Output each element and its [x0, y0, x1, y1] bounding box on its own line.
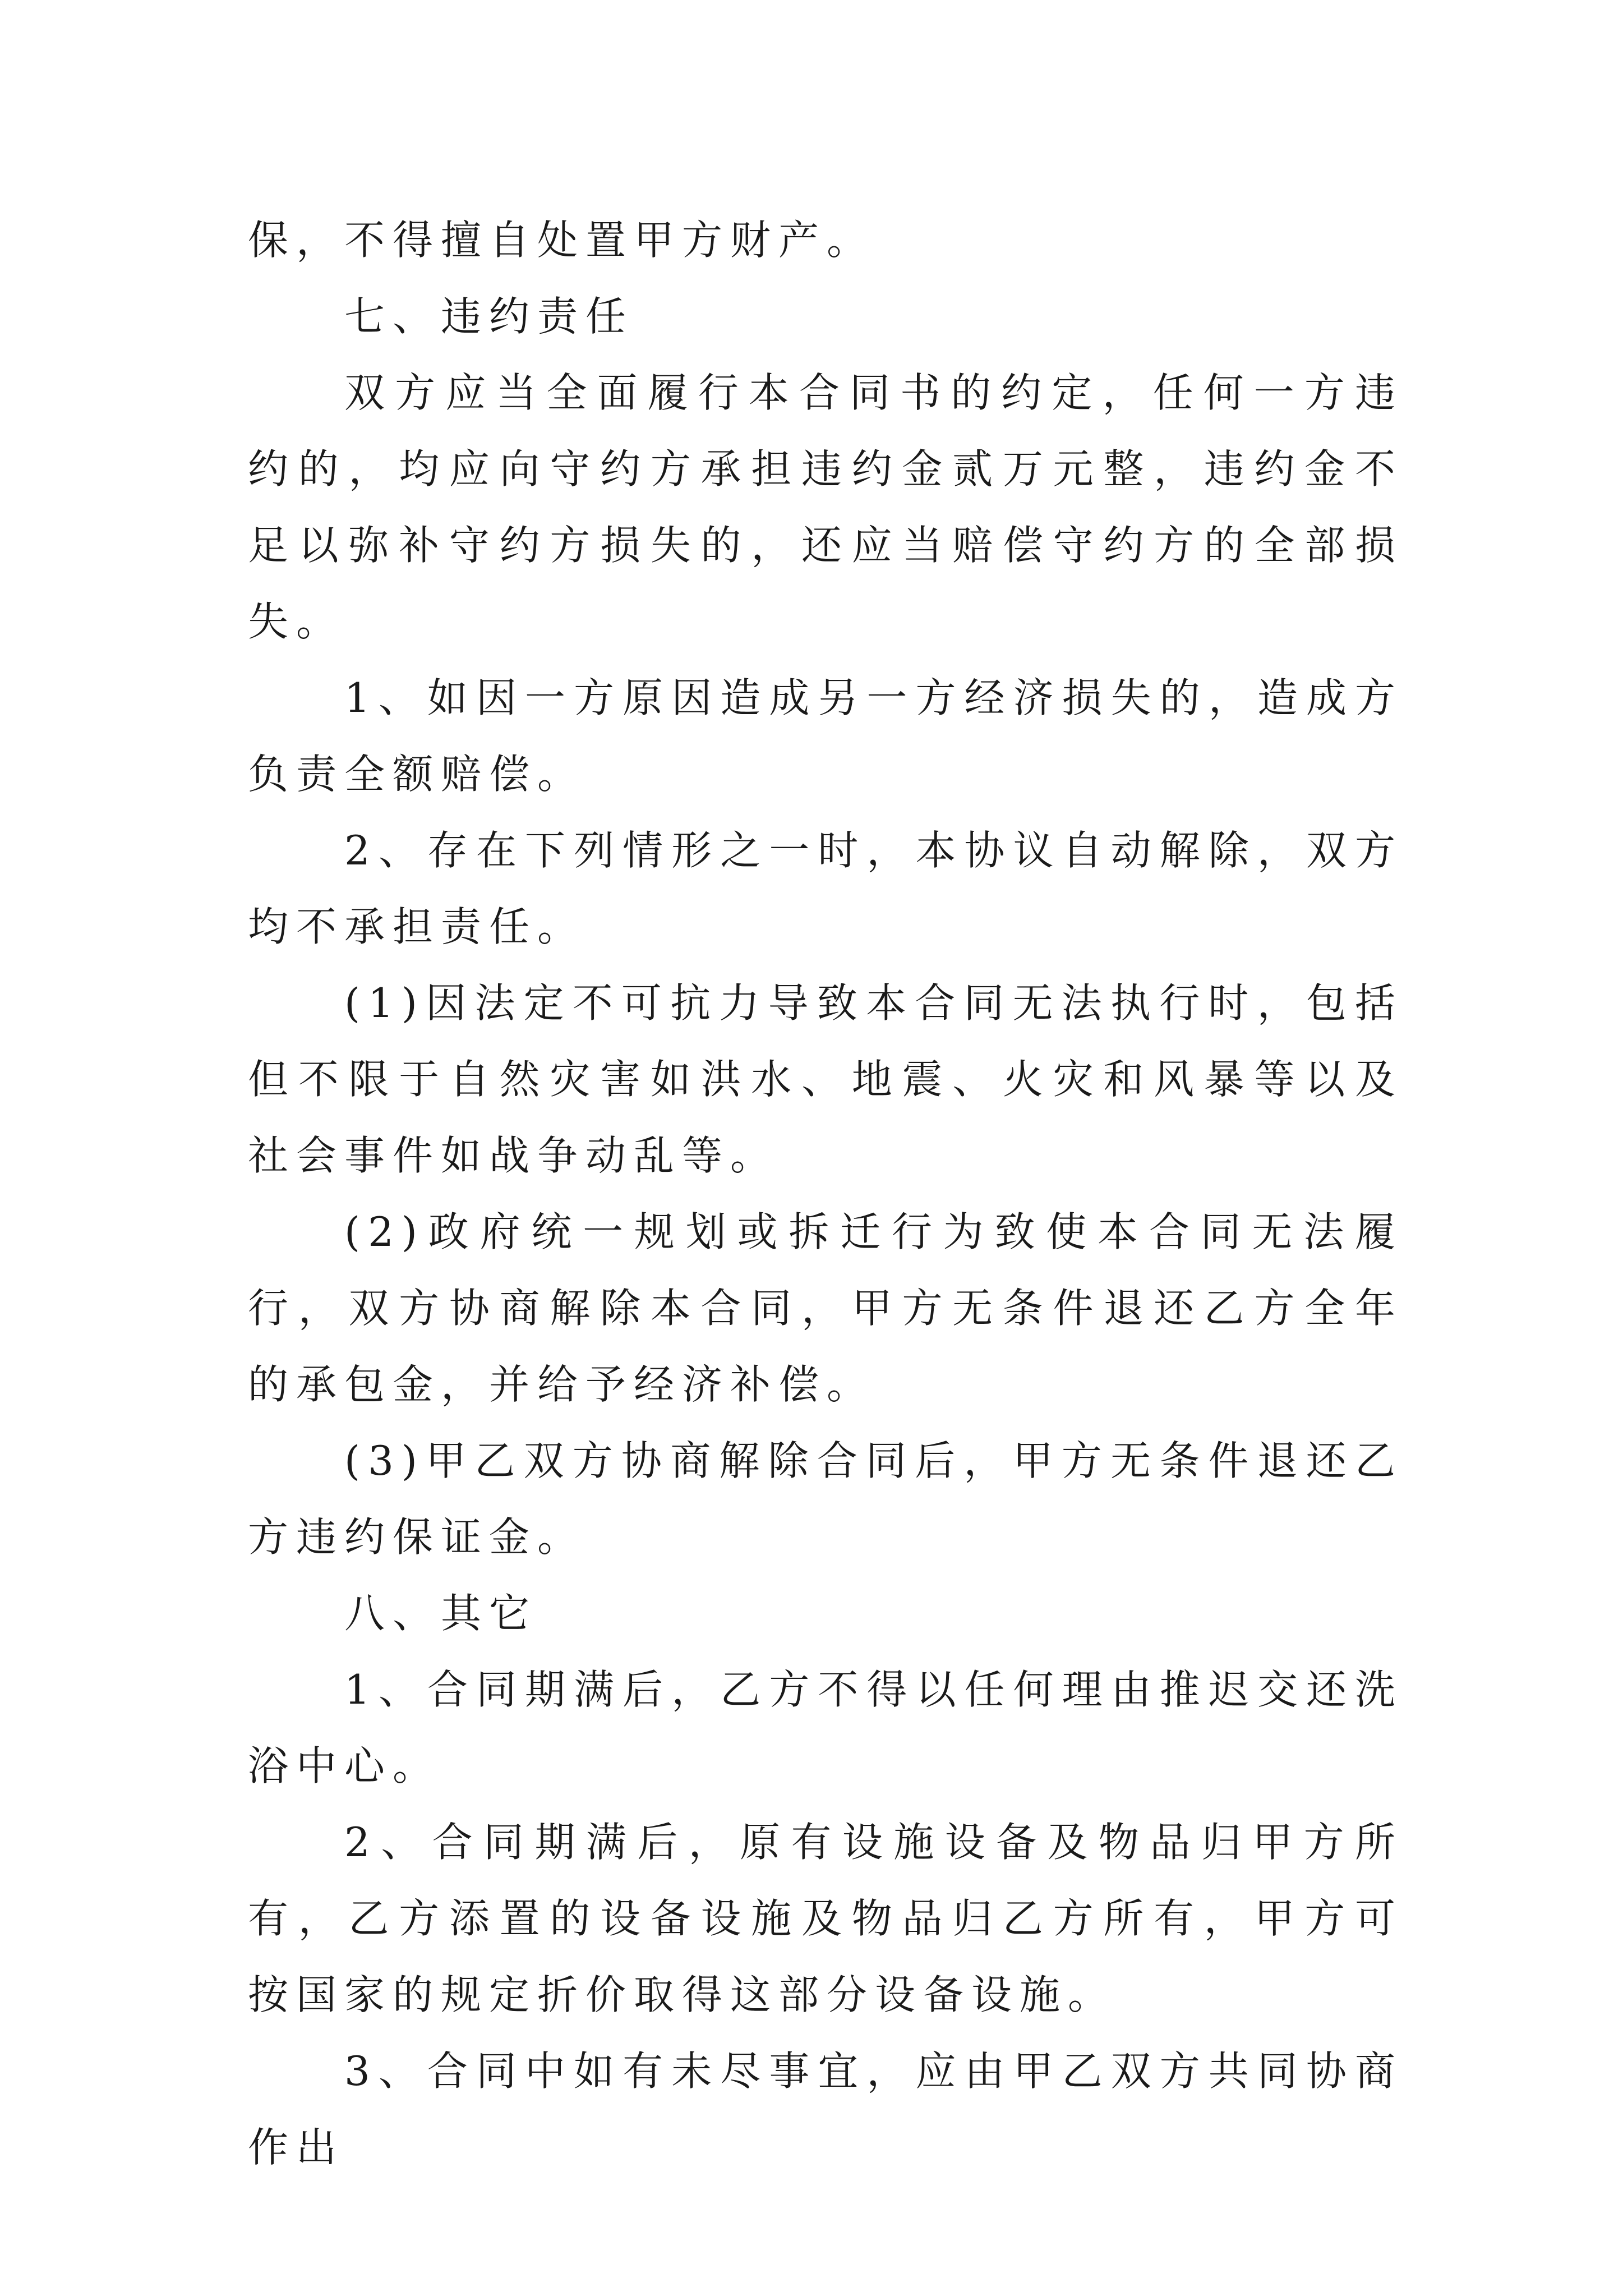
section-heading-breach-liability: 七、违约责任 — [344, 293, 634, 340]
paragraph-continuation: 保，不得擅自处置甲方财产。 — [248, 217, 875, 264]
paragraph-breach-item-2: 2、存在下列情形之一时，本协议自动解除，双方均不承担责任。 — [248, 827, 1403, 950]
section-heading-other: 八、其它 — [344, 1590, 538, 1637]
paragraph-other-item-2: 2、合同期满后，原有设施设备及物品归甲方所有，乙方添置的设备设施及物品归乙方所有，甲方可按国家的规定折价取得这部分设备设施。 — [248, 1819, 1403, 2018]
paragraph-breach-subitem-3: (3)甲乙双方协商解除合同后，甲方无条件退还乙方违约保证金。 — [248, 1437, 1403, 1561]
paragraph-breach-subitem-1: (1)因法定不可抗力导致本合同无法执行时，包括但不限于自然灾害如洪水、地震、火灾和风暴等以及社会事件如战争动乱等。 — [248, 979, 1403, 1179]
paragraph-breach-item-1: 1、如因一方原因造成另一方经济损失的，造成方负责全额赔偿。 — [248, 674, 1403, 798]
document-body — [248, 202, 1403, 2185]
paragraph-other-item-1: 1、合同期满后，乙方不得以任何理由推迟交还洗浴中心。 — [248, 1666, 1403, 1789]
paragraph-breach-subitem-2: (2)政府统一规划或拆迁行为致使本合同无法履行，双方协商解除本合同，甲方无条件退还乙方全年的承包金，并给予经济补偿。 — [248, 1208, 1403, 1408]
paragraph-breach-general: 双方应当全面履行本合同书的约定，任何一方违约的，均应向守约方承担违约金贰万元整，违约金不足以弥补守约方损失的，还应当赔偿守约方的全部损失。 — [248, 369, 1403, 645]
paragraph-other-item-3: 3、合同中如有未尽事宜，应由甲乙双方共同协商作出 — [248, 2047, 1403, 2171]
